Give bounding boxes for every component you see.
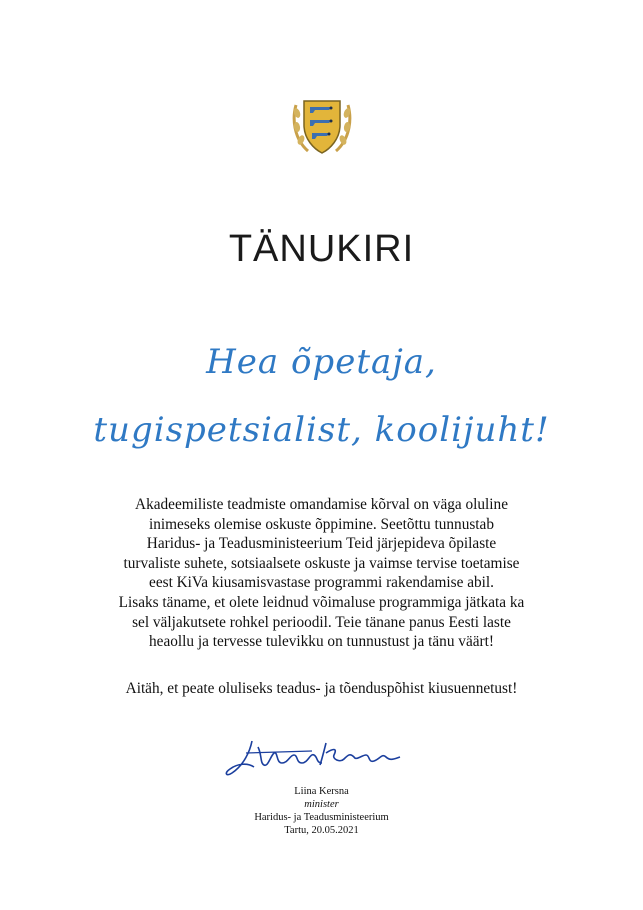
place-date: Tartu, 20.05.2021 (284, 825, 359, 836)
body-line: Lisaks täname, et olete leidnud võimaluse programmiga jätkata ka (118, 593, 525, 611)
handwritten-signature (222, 733, 407, 783)
greeting-line-1: Hea õpetaja, (206, 342, 437, 382)
thanks-line: Aitäh, et peate oluliseks teadus- ja tõenduspõhist kiusuennetust! (125, 680, 518, 697)
body-line: Akadeemiliste teadmiste omandamise kõrval on väga oluline (135, 496, 508, 513)
body-line: Haridus- ja Teadusministeerium Teid järjepideva õpilaste (146, 535, 497, 553)
signatory-block (0, 785, 643, 837)
body-line: eest KiVa kiusamisvastase programmi rakendamise abil. (149, 574, 494, 592)
body-line: turvaliste suhete, sotsiaalsete oskuste ja vaimse tervise toetamise (123, 554, 520, 572)
signatory-role: minister (304, 799, 339, 810)
document-title: TÄNUKIRI (228, 228, 415, 270)
signatory-ministry: Haridus- ja Teadusministeerium (254, 812, 389, 823)
estonian-coat-of-arms-icon (290, 95, 354, 159)
body-line: sel väljakutsete rohkel perioodil. Teie tänane panus Eesti laste (132, 613, 511, 631)
signatory-name: Liina Kersna (294, 786, 349, 797)
body-line: heaollu ja tervesse tulevikku on tunnustust ja tänu väärt! (149, 633, 494, 651)
greeting-line-2: tugispetsialist, koolijuht! (93, 410, 550, 450)
body-line: inimeseks olemise oskuste õppimine. Seetõttu tunnustab (149, 515, 494, 533)
body-paragraph (80, 495, 563, 652)
